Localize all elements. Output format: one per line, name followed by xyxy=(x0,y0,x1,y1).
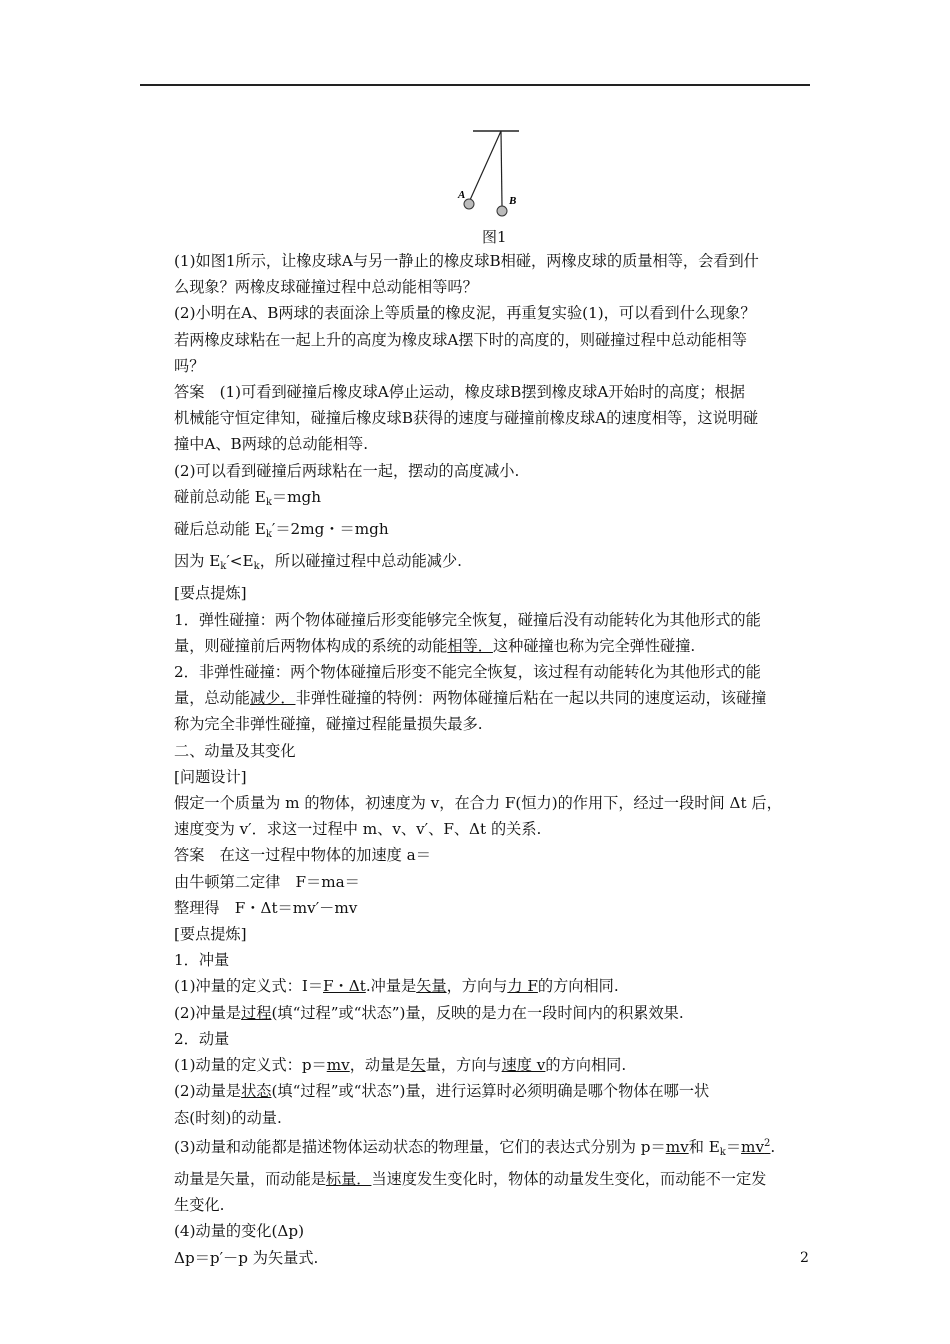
ball-a xyxy=(464,199,474,209)
pendulum-figure xyxy=(455,126,535,222)
key-points-heading-1: [要点提炼] xyxy=(174,584,247,603)
fill-blank-answer: 矢 xyxy=(410,1056,426,1075)
momentum-state-line-1: (2)动量是状态(填“过程”或“状态”)量，进行运算时必须明确是哪个物体在哪一状 xyxy=(174,1082,710,1101)
elastic-collision-line-2: 量，则碰撞前后两物体构成的系统的动能相等．这种碰撞也称为完全弹性碰撞. xyxy=(174,636,696,655)
question-2-line-3: 吗？ xyxy=(174,356,205,375)
section-2-heading: 二、动量及其变化 xyxy=(174,741,296,760)
momentum-state-line-2: 态(时刻)的动量. xyxy=(174,1108,282,1127)
answer-1-line-3: 撞中A、B两球的总动能相等. xyxy=(174,435,369,454)
pendulum-diagram xyxy=(455,126,535,222)
inelastic-collision-line-2: 量，总动能减少．非弹性碰撞的特例：两物体碰撞后粘在一起以共同的速度运动，该碰撞 xyxy=(174,689,767,708)
question-1-line-1: (1)如图1所示，让橡皮球A与另一静止的橡皮球B相碰，两橡皮球的质量相等，会看到什 xyxy=(174,252,759,270)
fill-blank-answer: 过程 xyxy=(241,1003,272,1022)
fill-blank-answer: 矢量 xyxy=(416,977,447,996)
impulse-process: (2)冲量是过程(填“过程”或“状态”)量，反映的是力在一段时间内的积累效果. xyxy=(174,1003,684,1022)
key-points-heading-2: [要点提炼] xyxy=(174,925,247,944)
header-rule xyxy=(140,84,810,86)
string-b xyxy=(501,131,502,206)
fill-blank-answer: 相等． xyxy=(447,636,493,655)
question-2-line-1: (2)小明在A、B两球的表面涂上等质量的橡皮泥，再重复实验(1)，可以看到什么现象？ xyxy=(174,304,756,323)
answer-1-line-1: 答案 (1)可看到碰撞后橡皮球A停止运动，橡皮球B摆到橡皮球A开始时的高度；根据 xyxy=(174,383,745,402)
fill-blank-answer: 力 F xyxy=(507,977,538,996)
problem-answer-line-1: 答案 在这一过程中物体的加速度 a＝ xyxy=(174,846,431,865)
string-a xyxy=(470,131,501,200)
question-2-line-2: 若两橡皮球粘在一起上升的高度为橡皮球A摆下时的高度的，则碰撞过程中总动能相等 xyxy=(174,330,747,349)
impulse-definition: (1)冲量的定义式：I＝F・Δt.冲量是矢量，方向与力 F的方向相同. xyxy=(174,977,619,996)
inelastic-collision-line-3: 称为完全非弹性碰撞，碰撞过程能量损失最多. xyxy=(174,715,483,734)
problem-answer-line-3: 整理得 F・Δt＝mv′－mv xyxy=(174,898,358,917)
kinetic-energy-conclusion: 因为 $E_k'<E_k$，所以碰撞过程中总动能减少. xyxy=(174,552,462,573)
kinetic-energy-after: 碰后总动能 $E_k'=2mg$・＝mgh xyxy=(174,520,389,541)
fill-blank-answer: F・Δt xyxy=(323,977,366,996)
problem-design-heading: [问题设计] xyxy=(174,767,247,786)
fill-blank-answer: mv xyxy=(665,1137,689,1156)
momentum-title: 2．动量 xyxy=(174,1029,230,1048)
figure-caption: 图1 xyxy=(482,228,507,246)
momentum-change-formula: Δp＝p′－p 为矢量式. xyxy=(174,1248,319,1267)
ball-b-label: B xyxy=(509,195,517,207)
inelastic-collision-line-1: 2．非弹性碰撞：两个物体碰撞后形变不能完全恢复，该过程有动能转化为其他形式的能 xyxy=(174,663,761,682)
momentum-definition: (1)动量的定义式：p＝mv，动量是矢量，方向与速度 v的方向相同. xyxy=(174,1056,627,1075)
kinetic-energy-before: 碰前总动能 $E_k=mgh$ xyxy=(174,487,322,508)
momentum-kinetic-line-1: (3)动量和动能都是描述物体运动状态的物理量，它们的表达式分别为 p＝mv和 $E_k=mv^2$. xyxy=(174,1137,776,1158)
fill-blank-answer: 减少． xyxy=(249,689,296,708)
question-1-line-2: 么现象？两橡皮球碰撞过程中总动能相等吗？ xyxy=(174,278,478,297)
fill-blank-answer: $mv^2$ xyxy=(741,1137,771,1156)
answer-2-line-1: (2)可以看到碰撞后两球粘在一起，摆动的高度减小. xyxy=(174,461,520,480)
problem-line-1: 假定一个质量为 m 的物体，初速度为 v，在合力 F(恒力)的作用下，经过一段时间 Δt 后， xyxy=(174,794,782,813)
page-number: 2 xyxy=(800,1250,809,1266)
impulse-title: 1．冲量 xyxy=(174,951,230,970)
ball-b xyxy=(497,206,507,216)
momentum-kinetic-line-2: 动量是矢量，而动能是标量．当速度发生变化时，物体的动量发生变化，而动能不一定发 xyxy=(174,1169,767,1188)
problem-line-2: 速度变为 v′．求这一过程中 m、v、v′、F、Δt 的关系. xyxy=(174,820,542,839)
momentum-kinetic-line-3: 生变化. xyxy=(174,1196,225,1215)
answer-1-line-2: 机械能守恒定律知，碰撞后橡皮球B获得的速度与碰撞前橡皮球A的速度相等，这说明碰 xyxy=(174,409,759,428)
fill-blank-answer: mv xyxy=(326,1056,350,1075)
elastic-collision-line-1: 1．弹性碰撞：两个物体碰撞后形变能够完全恢复，碰撞后没有动能转化为其他形式的能 xyxy=(174,610,761,629)
fill-blank-answer: 速度 v xyxy=(501,1056,546,1075)
document-body xyxy=(174,248,814,1271)
fill-blank-answer: 标量． xyxy=(325,1169,372,1188)
ball-a-label: A xyxy=(458,189,466,201)
problem-answer-line-2: 由牛顿第二定律 F＝ma＝ xyxy=(174,872,360,891)
fill-blank-answer: 状态 xyxy=(241,1082,272,1101)
momentum-change-title: (4)动量的变化(Δp) xyxy=(174,1222,304,1241)
